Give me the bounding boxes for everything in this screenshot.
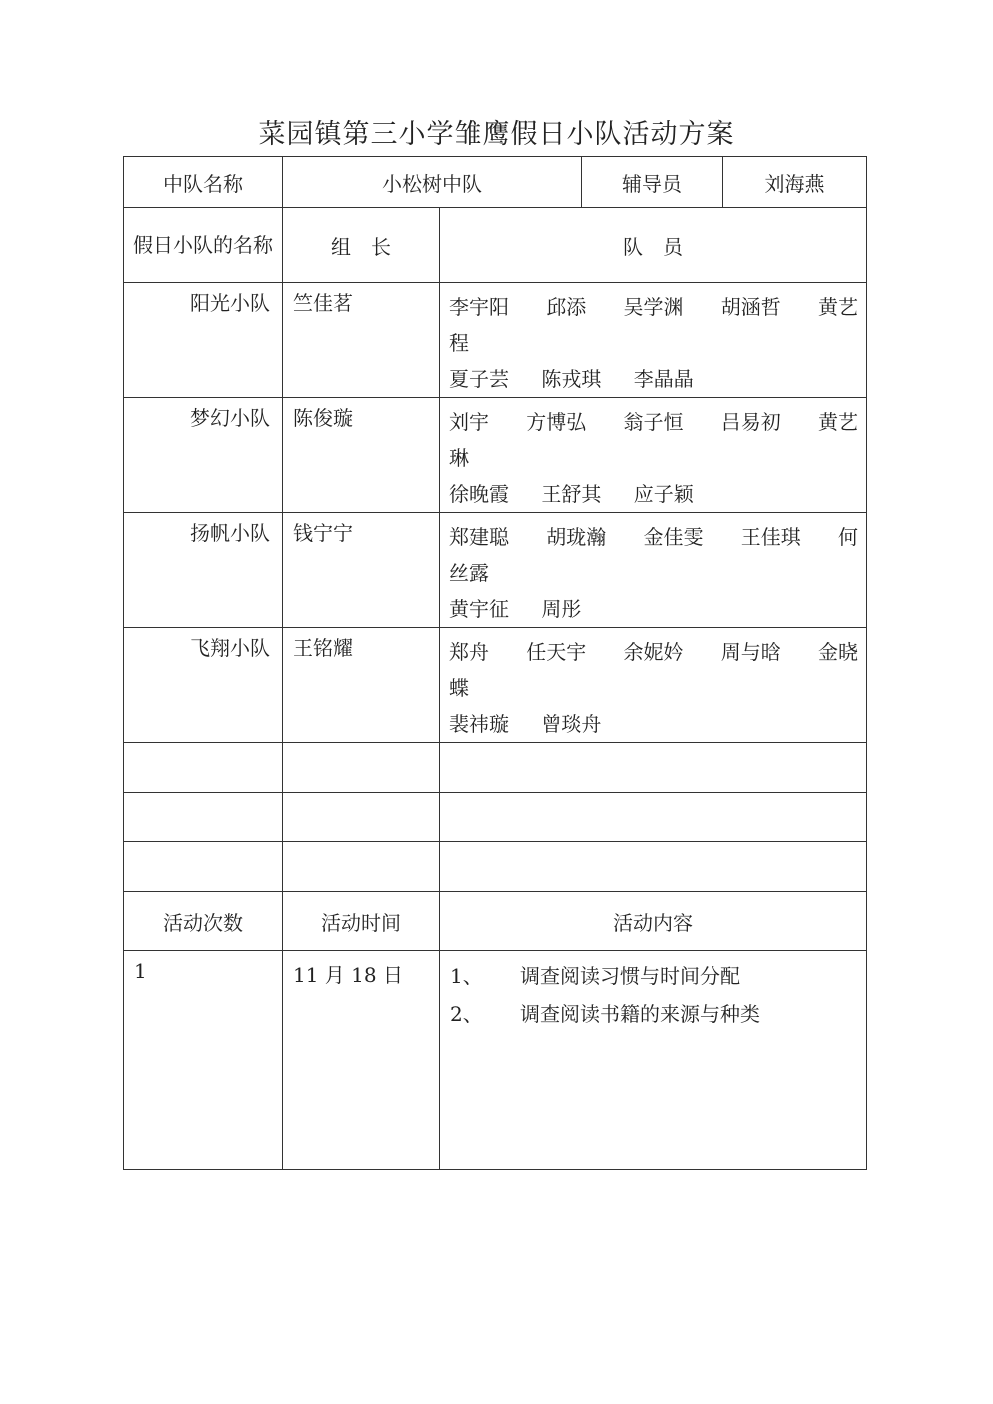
member: 裴祎璇 — [449, 712, 509, 736]
member: 吕易初 — [720, 410, 781, 434]
team-leader: 竺佳茗 — [283, 283, 440, 398]
squadron-row — [124, 157, 867, 208]
activity-time: 11 月 18 日 — [283, 951, 440, 1170]
team-name: 飞翔小队 — [124, 628, 283, 743]
member: 吴学渊 — [623, 295, 684, 319]
team-row — [124, 283, 867, 398]
member: 黄宇征 — [449, 597, 509, 621]
team-name: 扬帆小队 — [124, 513, 283, 628]
member: 余妮妗 — [623, 640, 684, 664]
empty-cell — [124, 793, 283, 842]
member-wrap: 丝露 — [449, 561, 489, 585]
empty-row — [124, 743, 867, 793]
member: 翁子恒 — [623, 410, 684, 434]
member: 金晓 — [818, 640, 858, 664]
team-leader: 钱宁宁 — [283, 513, 440, 628]
member: 夏子芸 — [449, 367, 509, 391]
member-wrap: 蝶 — [449, 676, 469, 700]
member: 刘宇 — [449, 410, 489, 434]
activity-time-header: 活动时间 — [283, 892, 440, 951]
activity-count-header: 活动次数 — [124, 892, 283, 951]
member: 李晶晶 — [633, 367, 694, 391]
empty-row — [124, 793, 867, 842]
team-name-header: 假日小队的名称 — [124, 208, 283, 283]
activity-header-row — [124, 892, 867, 951]
activity-item — [450, 957, 858, 995]
team-row — [124, 398, 867, 513]
member: 何 — [838, 525, 858, 549]
counselor-label: 辅导员 — [582, 157, 723, 208]
activity-item-text: 调查阅读习惯与时间分配 — [520, 964, 740, 988]
member: 胡涵哲 — [720, 295, 781, 319]
team-name: 梦幻小队 — [124, 398, 283, 513]
member: 陈戎琪 — [541, 367, 602, 391]
team-leader: 陈俊璇 — [283, 398, 440, 513]
squadron-name: 小松树中队 — [283, 157, 582, 208]
team-row — [124, 628, 867, 743]
empty-row — [124, 842, 867, 892]
members-header: 队 员 — [440, 208, 867, 283]
empty-cell — [440, 793, 867, 842]
counselor-name: 刘海燕 — [723, 157, 867, 208]
member: 徐晚霞 — [449, 482, 509, 506]
empty-cell — [124, 743, 283, 793]
team-members — [440, 283, 867, 398]
team-leader: 王铭耀 — [283, 628, 440, 743]
member: 王舒其 — [541, 482, 602, 506]
empty-cell — [440, 743, 867, 793]
team-row — [124, 513, 867, 628]
leader-header: 组 长 — [283, 208, 440, 283]
team-members — [440, 628, 867, 743]
empty-cell — [283, 743, 440, 793]
empty-cell — [283, 842, 440, 892]
page-title: 菜园镇第三小学雏鹰假日小队活动方案 — [258, 119, 735, 150]
empty-cell — [283, 793, 440, 842]
activity-item — [450, 995, 858, 1033]
member: 应子颖 — [633, 482, 694, 506]
activity-content — [440, 951, 867, 1170]
empty-cell — [124, 842, 283, 892]
activity-plan-table — [123, 156, 867, 1170]
member: 李宇阳 — [449, 295, 509, 319]
activity-content-header: 活动内容 — [440, 892, 867, 951]
member: 方博弘 — [526, 410, 587, 434]
member-wrap: 程 — [449, 331, 469, 355]
team-header-row — [124, 208, 867, 283]
activity-row — [124, 951, 867, 1170]
member: 周与晗 — [720, 640, 781, 664]
team-members — [440, 513, 867, 628]
activity-item-text: 调查阅读书籍的来源与种类 — [520, 1002, 760, 1026]
member-wrap: 琳 — [449, 446, 469, 470]
member: 黄艺 — [818, 295, 858, 319]
activity-item-number: 1、 — [450, 964, 483, 988]
member: 任天宇 — [526, 640, 587, 664]
member: 郑建聪 — [449, 525, 509, 549]
team-name: 阳光小队 — [124, 283, 283, 398]
empty-cell — [440, 842, 867, 892]
team-members — [440, 398, 867, 513]
member: 曾琰舟 — [541, 712, 602, 736]
member: 郑舟 — [449, 640, 489, 664]
member: 金佳雯 — [643, 525, 704, 549]
activity-item-number: 2、 — [450, 1002, 483, 1026]
member: 黄艺 — [818, 410, 858, 434]
member: 邱添 — [546, 295, 587, 319]
activity-count: 1 — [124, 951, 283, 1170]
member: 周彤 — [541, 597, 582, 621]
member: 王佳琪 — [740, 525, 801, 549]
member: 胡珑瀚 — [546, 525, 607, 549]
squadron-label: 中队名称 — [124, 157, 283, 208]
